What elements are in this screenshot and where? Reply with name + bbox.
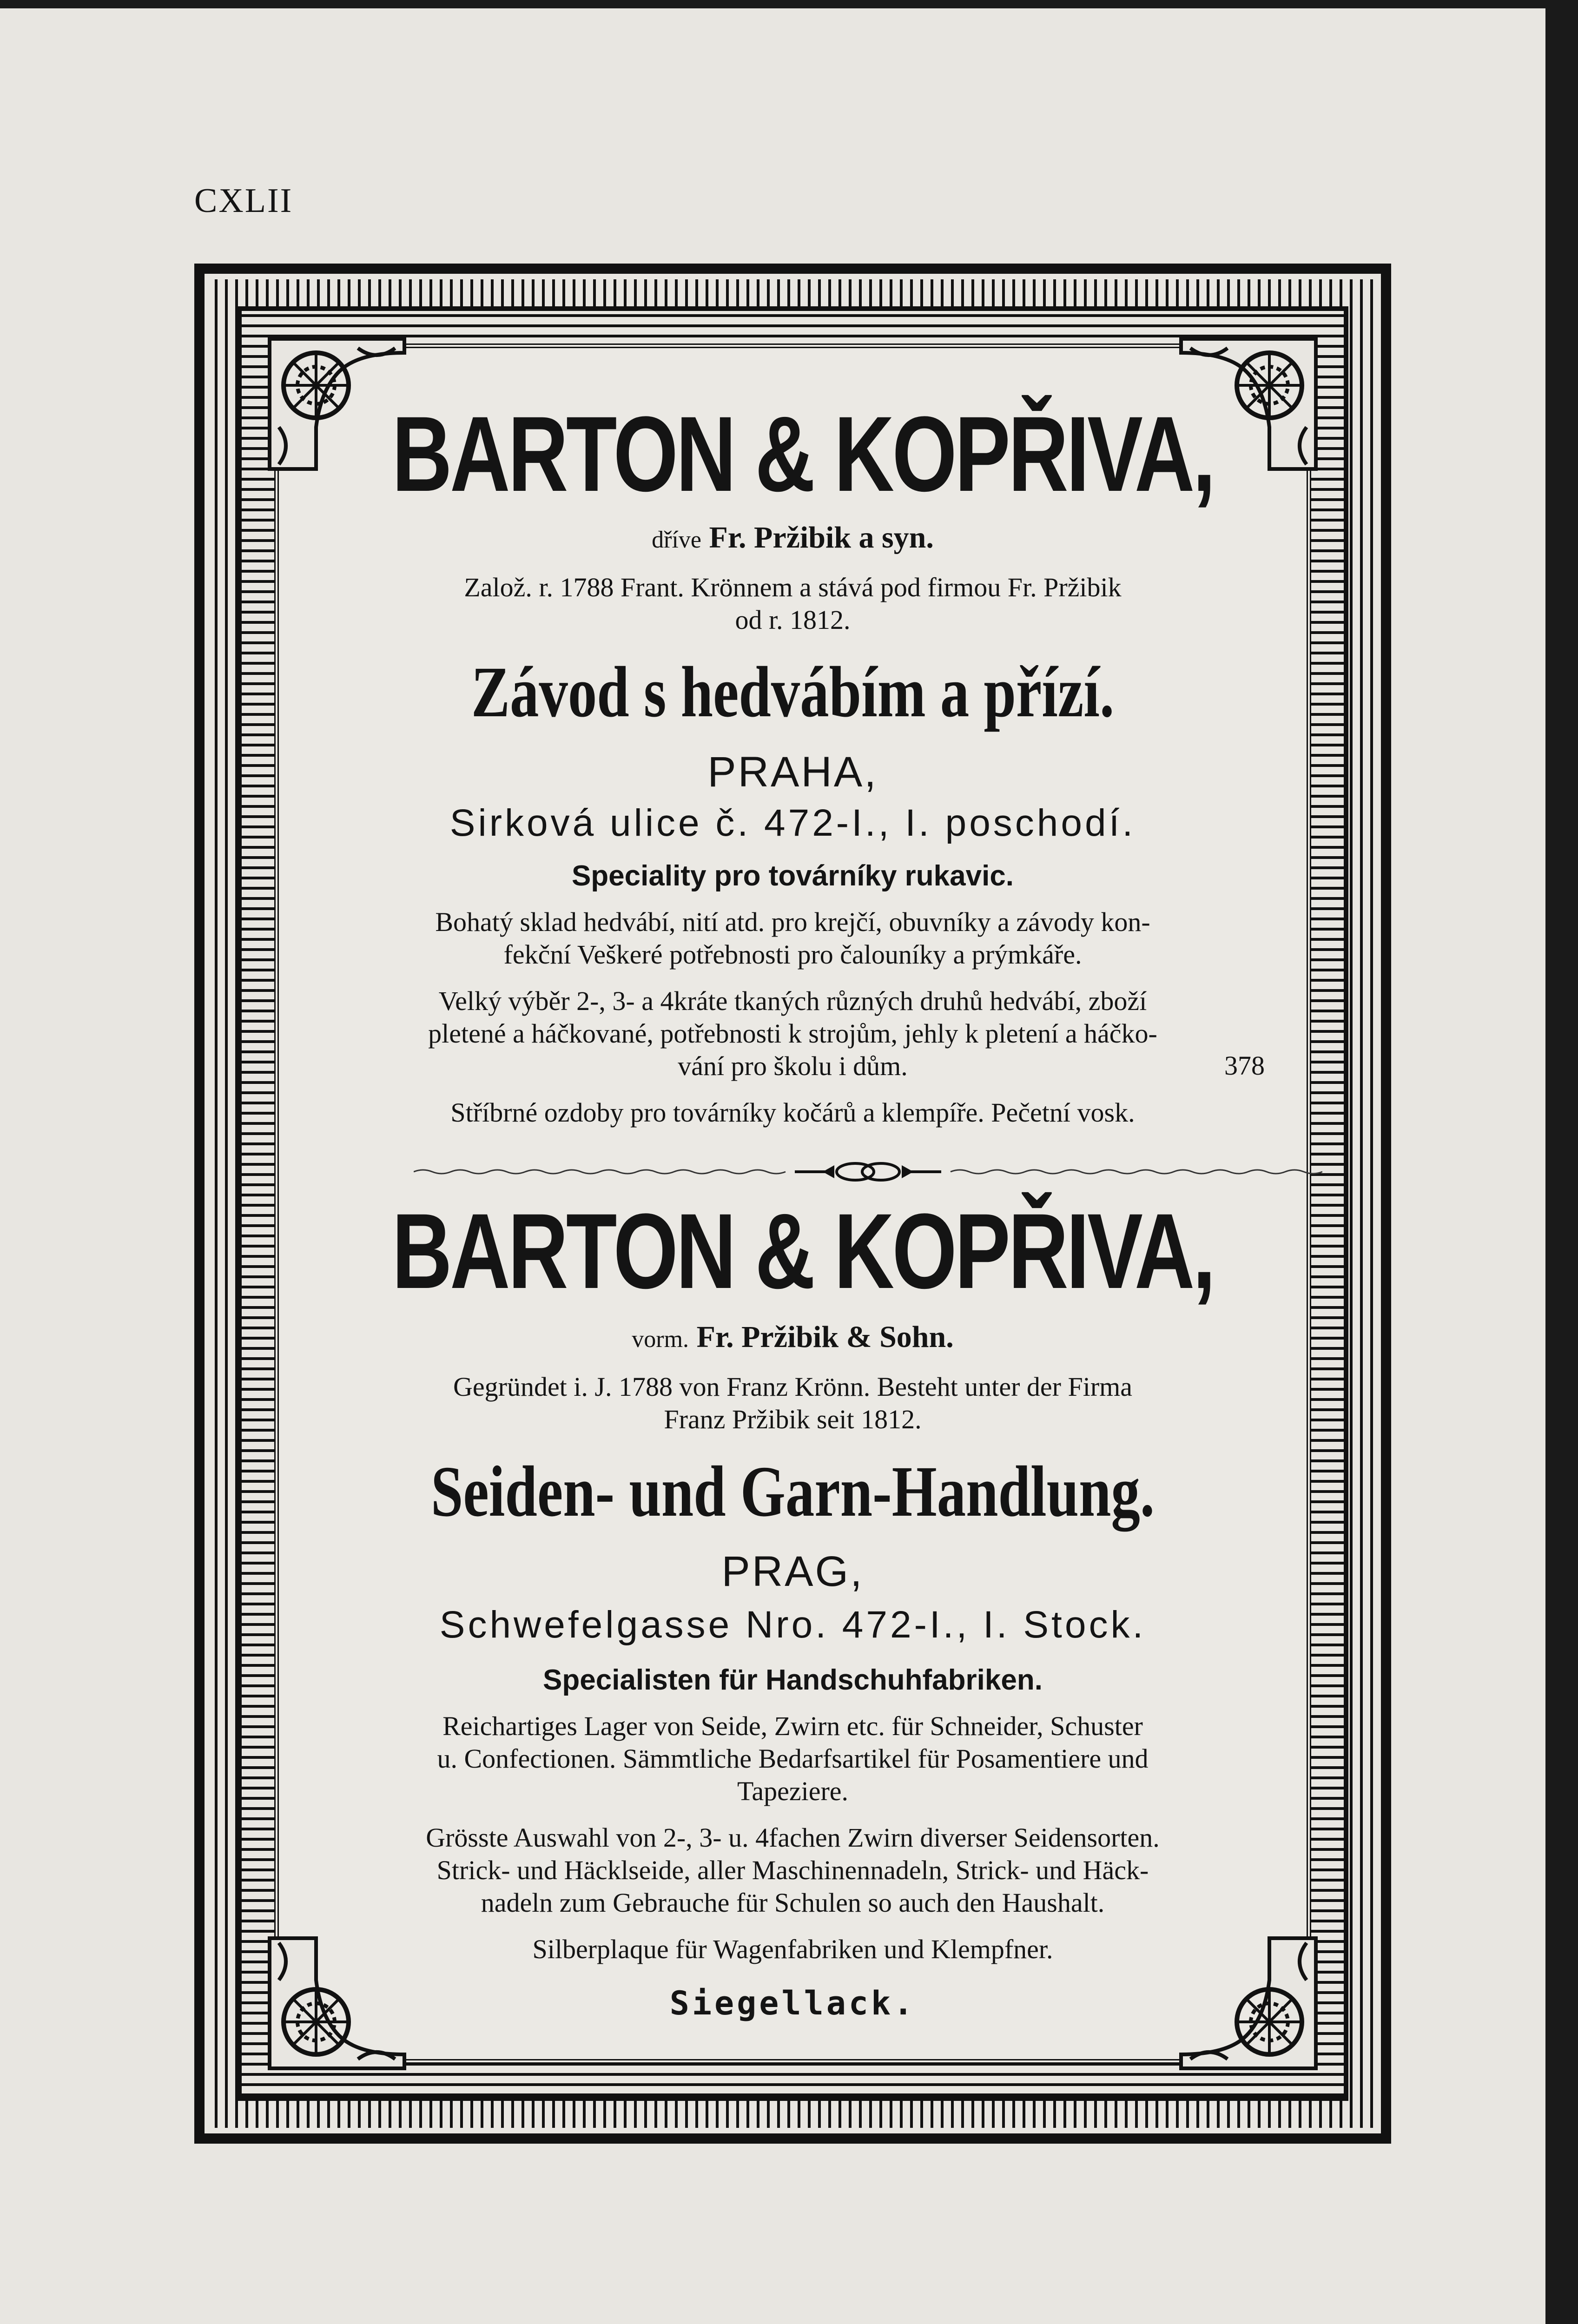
business-title-czech: Závod s hedvábím a přízí. <box>471 652 1115 732</box>
ad-number: 378 <box>1224 1050 1265 1081</box>
formerly-prefix-german: vorm. <box>632 1326 689 1353</box>
stock-line-1-czech: Bohatý sklad hedvábí, nití atd. pro krejčí, obuvníky a závody kon- <box>435 907 1150 937</box>
street-german: Schwefelgasse Nro. 472-I., I. Stock. <box>439 1604 1146 1646</box>
stock-line-3-german: Tapeziere. <box>737 1776 849 1806</box>
formerly-line-german <box>279 1320 1307 1355</box>
corner-ornament-icon <box>265 334 409 474</box>
formerly-name-german: Fr. Pržibik & Sohn. <box>696 1320 954 1354</box>
specialty-czech: Speciality pro továrníky rukavic. <box>571 860 1014 892</box>
corner-ornament-icon <box>265 1934 409 2073</box>
formerly-prefix-czech: dříve <box>652 527 701 553</box>
sealing-wax-german: Siegellack. <box>669 1984 916 2022</box>
city-german: PRAG, <box>721 1548 864 1595</box>
selection-line-1-german: Grösste Auswahl von 2-, 3- u. 4fachen Zwirn diverser Seidensorten. <box>426 1822 1160 1853</box>
selection-line-1-czech: Velký výběr 2-, 3- a 4kráte tkaných různých druhů hedvábí, zboží <box>438 986 1147 1016</box>
silver-line-german: Silberplaque für Wagenfabriken und Klempfner. <box>532 1934 1053 1964</box>
ornament-divider <box>414 1157 1322 1185</box>
stock-line-2-german: u. Confectionen. Sämmtliche Bedarfsartikel für Posamentiere und <box>437 1743 1149 1774</box>
stock-line-2-czech: fekční Veškeré potřebnosti pro čalouníky a prýmkáře. <box>503 939 1082 970</box>
firm-name-german: BARTON & KOPŘIVA, <box>392 1191 1214 1311</box>
founded-line-2-czech: od r. 1812. <box>735 605 851 635</box>
advertisement-content <box>274 343 1311 2064</box>
firm-name-czech: BARTON & KOPŘIVA, <box>392 394 1214 514</box>
selection-line-2-german: Strick- und Häcklseide, aller Maschinennadeln, Strick- und Häck- <box>436 1855 1149 1885</box>
page-number: CXLII <box>194 182 293 220</box>
corner-ornament-icon <box>1176 1934 1321 2073</box>
selection-line-3-german: nadeln zum Gebrauche für Schulen so auch den Haushalt. <box>481 1888 1105 1918</box>
formerly-line-czech <box>279 520 1307 555</box>
specialty-german: Specialisten für Handschuhfabriken. <box>543 1664 1043 1696</box>
founded-line-1-czech: Založ. r. 1788 Frant. Krönnem a stává pod firmou Fr. Pržibik <box>464 572 1122 602</box>
business-title-german: Seiden- und Garn-Handlung. <box>430 1451 1155 1532</box>
stock-line-1-german: Reichartiges Lager von Seide, Zwirn etc. für Schneider, Schuster <box>442 1711 1143 1741</box>
street-czech: Sirková ulice č. 472-I., I. poschodí. <box>449 802 1136 844</box>
formerly-name-czech: Fr. Pržibik a syn. <box>709 521 934 555</box>
selection-line-3-czech: vání pro školu i dům. <box>678 1051 908 1081</box>
founded-line-1-german: Gegründet i. J. 1788 von Franz Krönn. Besteht unter der Firma <box>453 1372 1132 1402</box>
scan-top-edge <box>0 0 1578 8</box>
scan-right-edge <box>1545 0 1578 2324</box>
selection-line-2-czech: pletené a háčkované, potřebnosti k strojům, jehly k pletení a háčko- <box>428 1018 1157 1049</box>
city-czech: PRAHA, <box>707 748 878 796</box>
corner-ornament-icon <box>1176 334 1321 474</box>
silver-line-czech: Stříbrné ozdoby pro továrníky kočárů a klempíře. Pečetní vosk. <box>450 1097 1135 1128</box>
advertisement-frame <box>194 264 1391 2144</box>
founded-line-2-german: Franz Pržibik seit 1812. <box>664 1404 922 1434</box>
